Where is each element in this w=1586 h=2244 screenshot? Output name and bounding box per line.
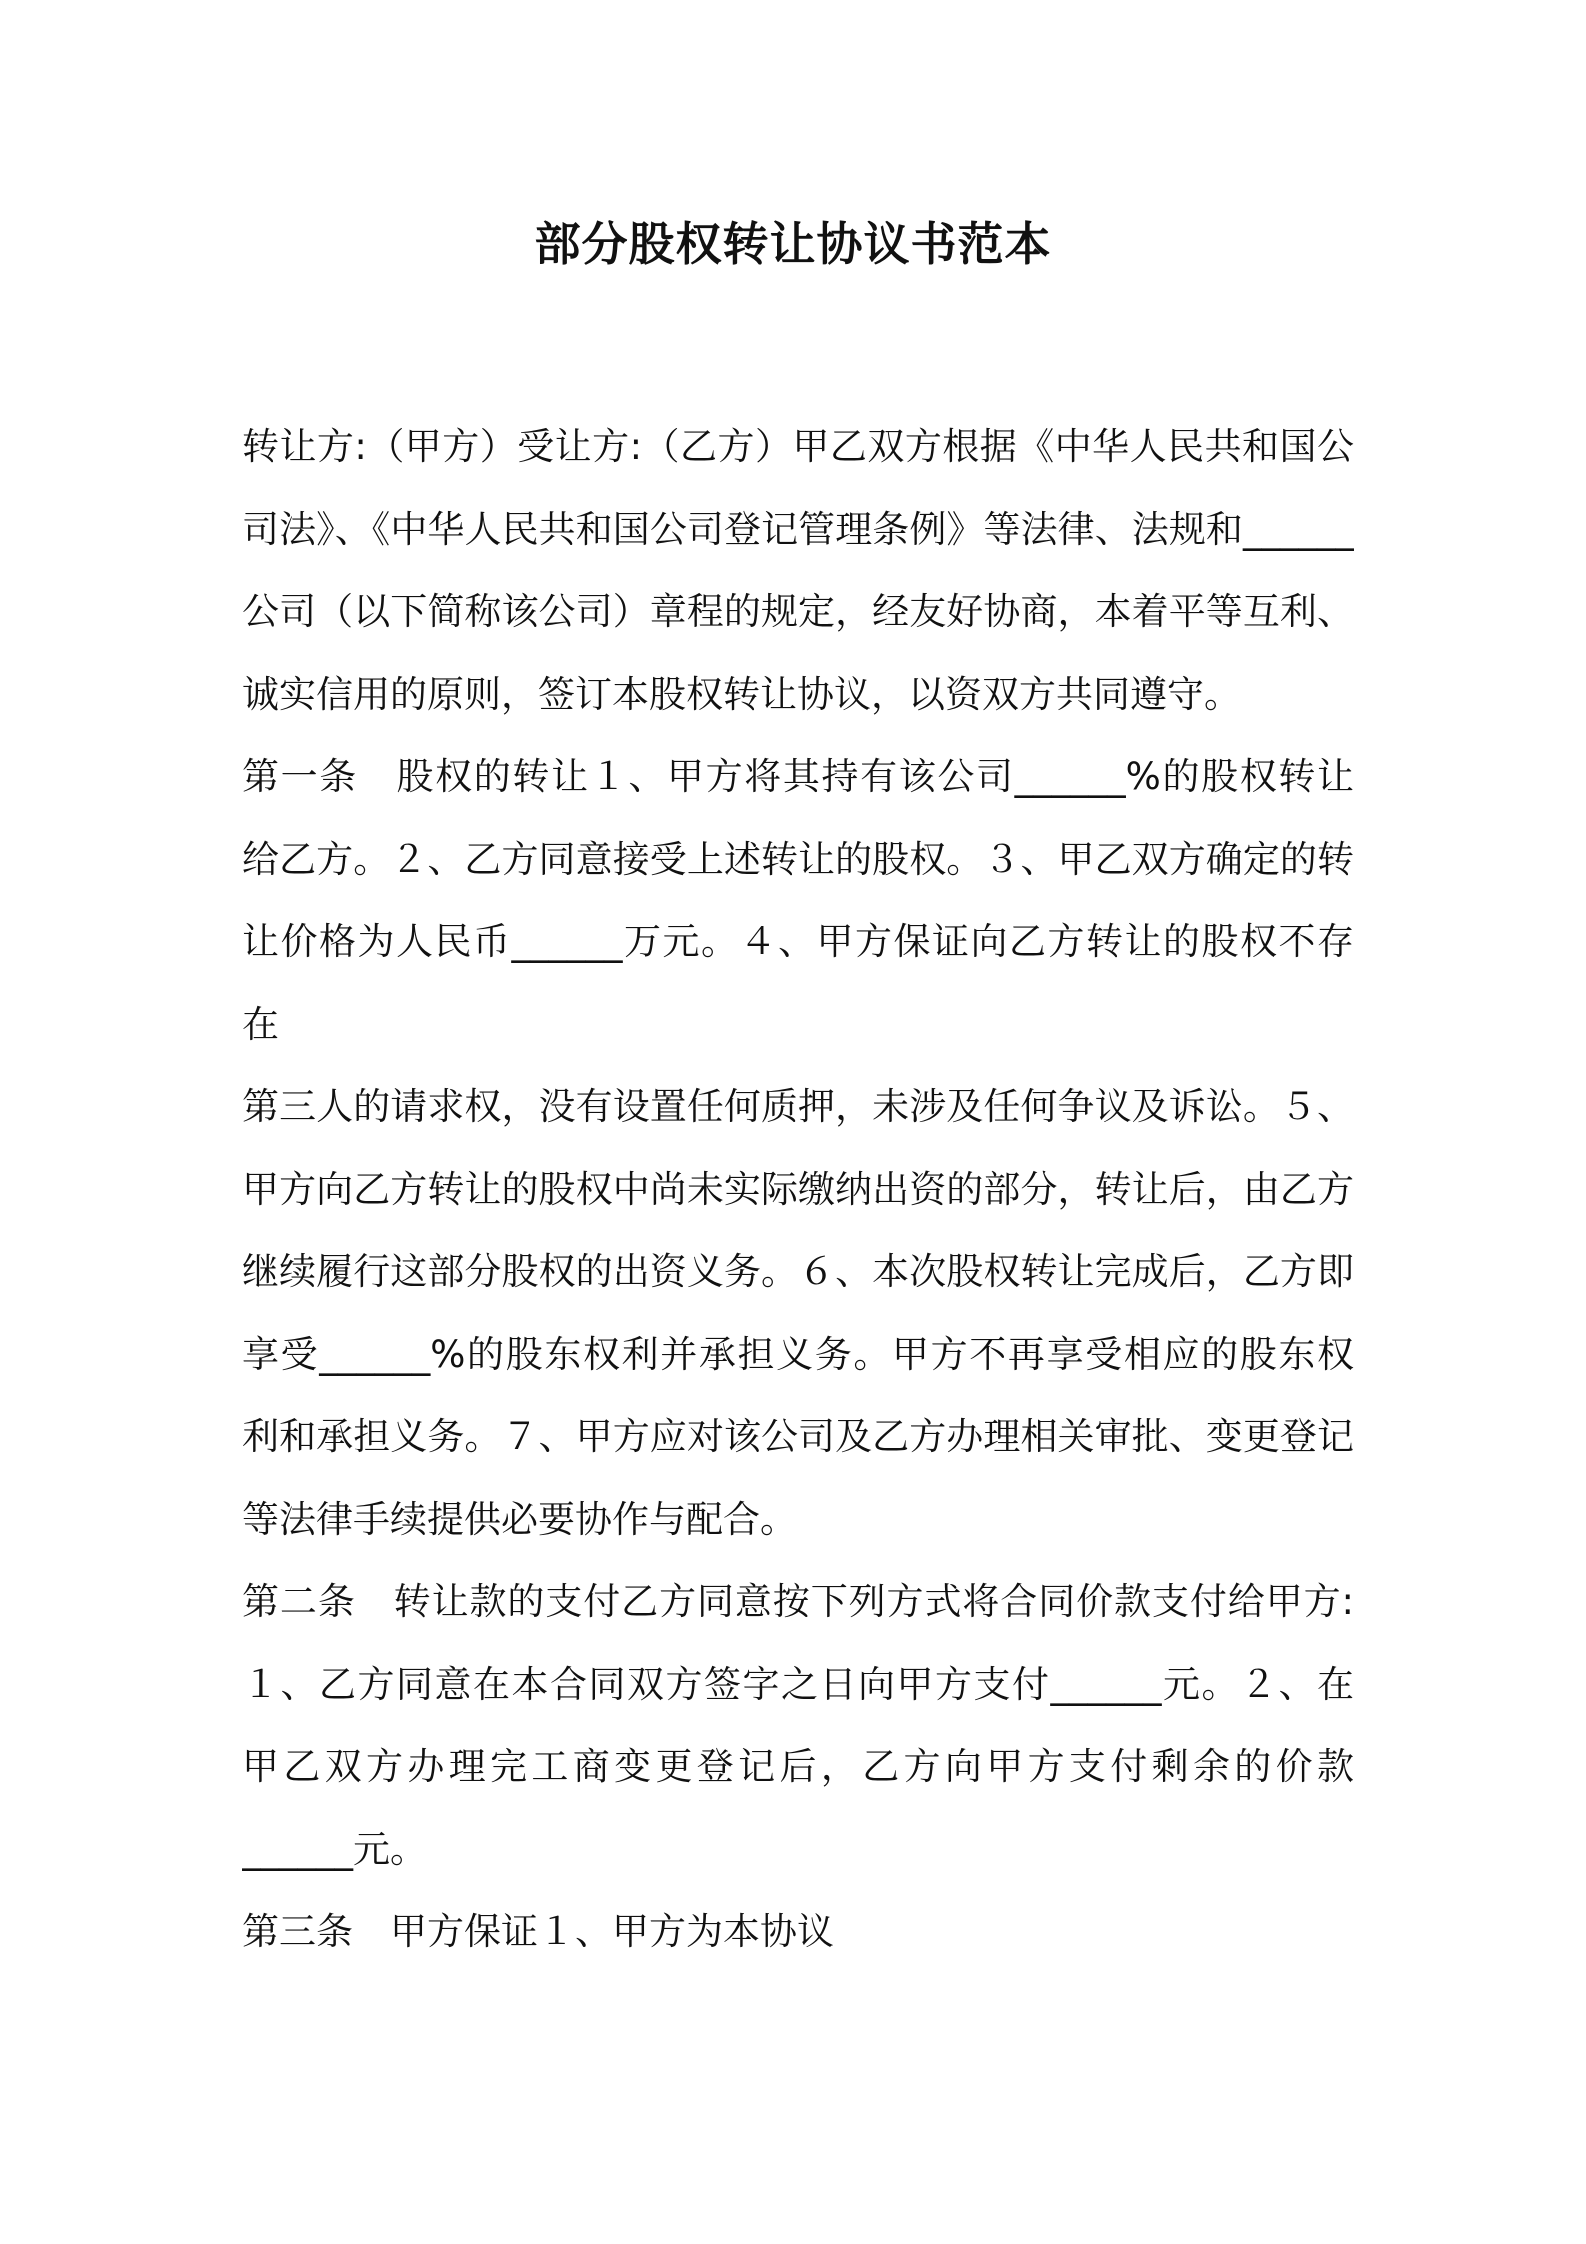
paragraph-line: 诚实信用的原则，签订本股权转让协议，以资双方共同遵守。 bbox=[242, 672, 1241, 716]
paragraph-line: 等法律手续提供必要协作与配合。 bbox=[242, 1497, 797, 1541]
paragraph-line: 让价格为人民币______万元。４、甲方保证向乙方转让的股权不存 bbox=[242, 920, 1354, 963]
document-body bbox=[242, 406, 1354, 1974]
paragraph-line: 公司（以下简称该公司）章程的规定，经友好协商，本着平等互利、 bbox=[242, 590, 1354, 633]
paragraph-line: １、乙方同意在本合同双方签字之日向甲方支付______元。２、在 bbox=[242, 1662, 1354, 1706]
paragraph-line: 继续履行这部分股权的出资义务。６、本次股权转让完成后，乙方即 bbox=[242, 1250, 1354, 1293]
paragraph-line: 甲方向乙方转让的股权中尚未实际缴纳出资的部分，转让后，由乙方 bbox=[242, 1167, 1354, 1211]
paragraph-line: 第三人的请求权，没有设置任何质押，未涉及任何争议及诉讼。５、 bbox=[242, 1085, 1354, 1128]
paragraph-line: 转让方:（甲方）受让方:（乙方）甲乙双方根据《中华人民共和国公 bbox=[242, 425, 1354, 468]
paragraph-line: 第三条 甲方保证１、甲方为本协议 bbox=[242, 1910, 834, 1953]
paragraph-line: 给乙方。２、乙方同意接受上述转让的股权。３、甲乙双方确定的转 bbox=[242, 837, 1354, 881]
paragraph-line: 第一条 股权的转让１、甲方将其持有该公司______%的股权转让 bbox=[242, 755, 1354, 798]
paragraph-line: 在 bbox=[242, 1002, 279, 1046]
paragraph-line: 甲乙双方办理完工商变更登记后，乙方向甲方支付剩余的价款 bbox=[242, 1745, 1354, 1788]
paragraph-line: 利和承担义务。７、甲方应对该公司及乙方办理相关审批、变更登记 bbox=[242, 1415, 1354, 1458]
paragraph-line: ______元。 bbox=[242, 1827, 427, 1871]
paragraph-line: 享受______%的股东权利并承担义务。甲方不再享受相应的股东权 bbox=[242, 1332, 1354, 1376]
paragraph-line: 司法》、《中华人民共和国公司登记管理条例》等法律、法规和______ bbox=[242, 507, 1354, 551]
paragraph-line: 第二条 转让款的支付乙方同意按下列方式将合同价款支付给甲方: bbox=[242, 1580, 1354, 1623]
document-title: 部分股权转让协议书范本 bbox=[534, 217, 1052, 271]
